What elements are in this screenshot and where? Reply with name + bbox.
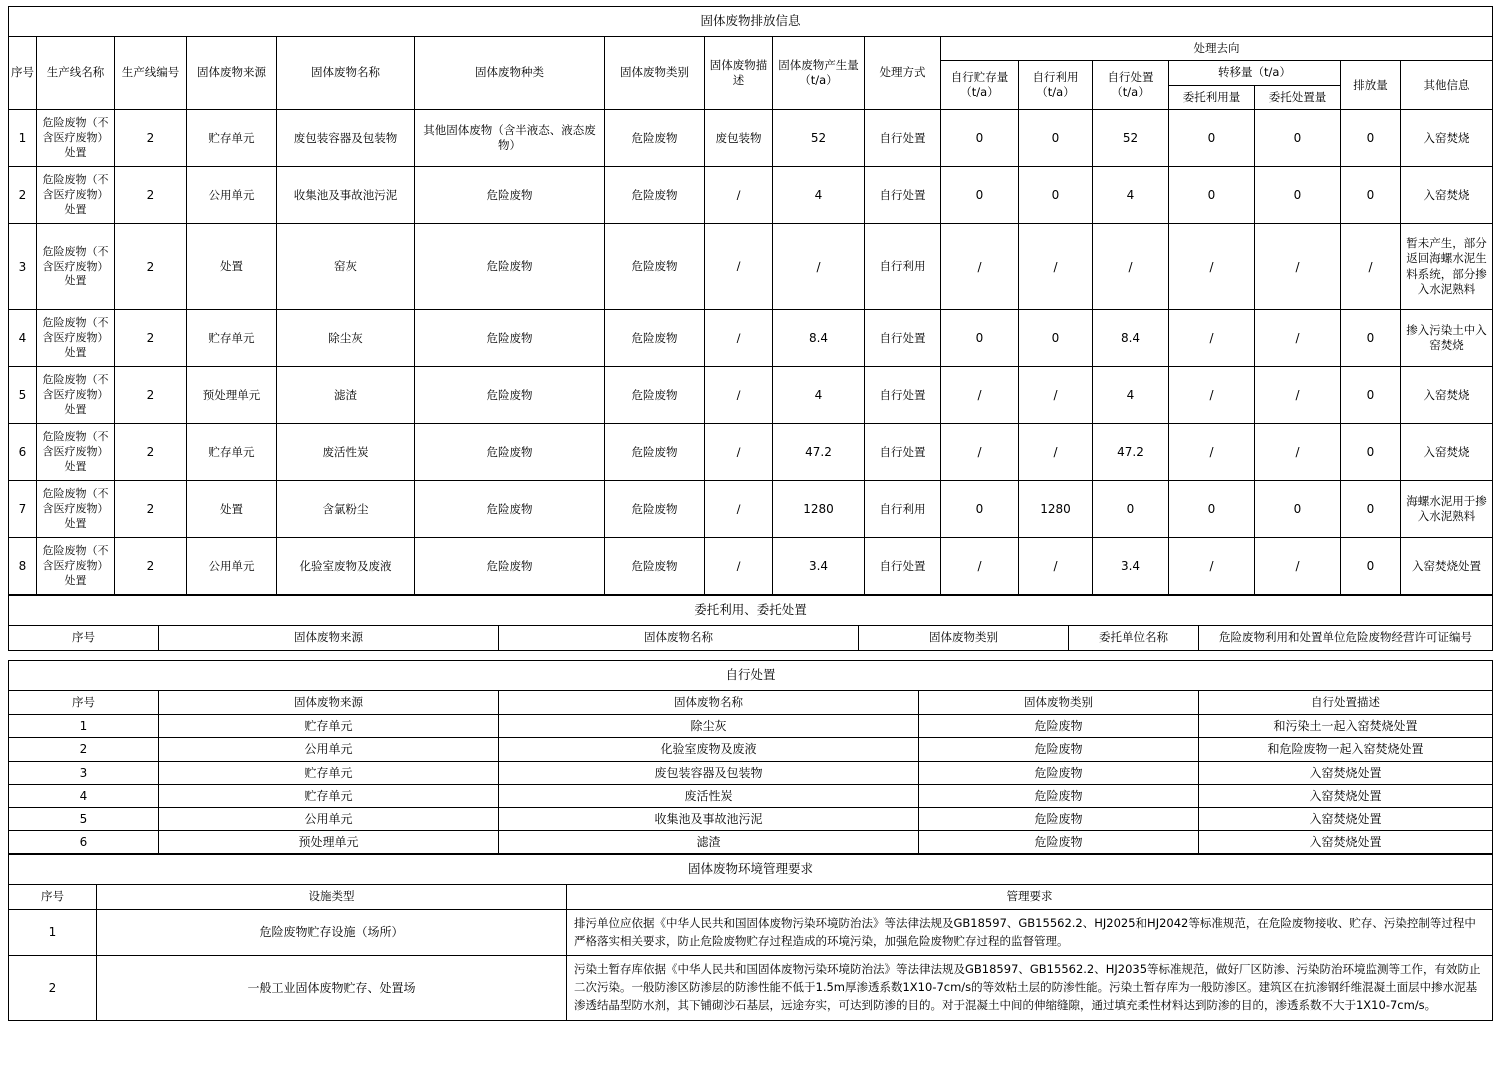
cell-name: 废活性炭 <box>499 784 919 807</box>
col-source: 固体废物来源 <box>159 690 499 715</box>
col-category: 固体废物种类 <box>415 36 605 110</box>
cell-self-dispose: 0 <box>1093 481 1169 538</box>
cell-emission: 0 <box>1341 167 1401 224</box>
cell-treatment: 自行处置 <box>865 110 941 167</box>
cell-line-no: 2 <box>115 167 187 224</box>
cell-self-use: / <box>1019 367 1093 424</box>
cell-self-dispose: / <box>1093 224 1169 310</box>
cell-index: 8 <box>9 538 37 595</box>
section-divider <box>8 651 1492 660</box>
cell-source: 贮存单元 <box>187 424 277 481</box>
cell-source: 公用单元 <box>187 167 277 224</box>
cell-name: 除尘灰 <box>499 715 919 738</box>
col-index: 序号 <box>9 690 159 715</box>
col-type: 固体废物类别 <box>919 690 1199 715</box>
cell-other: 入窑焚烧处置 <box>1401 538 1493 595</box>
cell-entrust-use: / <box>1169 310 1255 367</box>
col-source: 固体废物来源 <box>187 36 277 110</box>
col-name: 固体废物名称 <box>277 36 415 110</box>
cell-production: / <box>773 224 865 310</box>
col-destination-group: 处理去向 <box>941 36 1493 61</box>
col-self-storage: 自行贮存量（t/a） <box>941 61 1019 110</box>
cell-type: 危险废物 <box>919 715 1199 738</box>
cell-index: 6 <box>9 424 37 481</box>
col-index: 序号 <box>9 885 97 910</box>
cell-emission: 0 <box>1341 424 1401 481</box>
cell-line-name: 危险废物（不含医疗废物）处置 <box>37 424 115 481</box>
cell-self-storage: / <box>941 367 1019 424</box>
col-facility: 设施类型 <box>97 885 567 910</box>
cell-index: 6 <box>9 831 159 854</box>
cell-description: / <box>705 167 773 224</box>
cell-type: 危险废物 <box>919 761 1199 784</box>
cell-description: / <box>705 424 773 481</box>
section3-title: 自行处置 <box>9 660 1493 690</box>
cell-line-no: 2 <box>115 538 187 595</box>
cell-source: 贮存单元 <box>187 310 277 367</box>
cell-other: 入窑焚烧 <box>1401 110 1493 167</box>
cell-category: 其他固体废物（含半液态、液态废物） <box>415 110 605 167</box>
cell-self-storage: / <box>941 538 1019 595</box>
cell-source: 预处理单元 <box>159 831 499 854</box>
cell-self-storage: 0 <box>941 110 1019 167</box>
table-row <box>9 784 1493 807</box>
cell-index: 3 <box>9 761 159 784</box>
table-row <box>9 367 1493 424</box>
cell-index: 3 <box>9 224 37 310</box>
cell-self-use: 1280 <box>1019 481 1093 538</box>
cell-source: 公用单元 <box>159 807 499 830</box>
col-line-name: 生产线名称 <box>37 36 115 110</box>
cell-self-use: / <box>1019 424 1093 481</box>
cell-entrust-dispose: / <box>1255 224 1341 310</box>
cell-line-no: 2 <box>115 424 187 481</box>
cell-type: 危险废物 <box>919 784 1199 807</box>
cell-emission: 0 <box>1341 110 1401 167</box>
col-source: 固体废物来源 <box>159 626 499 651</box>
cell-production: 1280 <box>773 481 865 538</box>
cell-description: / <box>705 538 773 595</box>
cell-line-name: 危险废物（不含医疗废物）处置 <box>37 110 115 167</box>
header-row <box>9 626 1493 651</box>
cell-emission: / <box>1341 224 1401 310</box>
table-row <box>9 481 1493 538</box>
table-row <box>9 424 1493 481</box>
cell-other: 海螺水泥用于掺入水泥熟料 <box>1401 481 1493 538</box>
cell-treatment: 自行利用 <box>865 224 941 310</box>
col-entrust-use: 委托利用量 <box>1169 85 1255 110</box>
cell-source: 公用单元 <box>187 538 277 595</box>
cell-emission: 0 <box>1341 481 1401 538</box>
cell-production: 4 <box>773 367 865 424</box>
cell-line-no: 2 <box>115 367 187 424</box>
cell-category: 危险废物 <box>415 538 605 595</box>
cell-source: 处置 <box>187 224 277 310</box>
cell-name: 除尘灰 <box>277 310 415 367</box>
cell-source: 处置 <box>187 481 277 538</box>
cell-description: / <box>705 224 773 310</box>
cell-index: 5 <box>9 367 37 424</box>
col-unit: 委托单位名称 <box>1069 626 1199 651</box>
cell-self-dispose: 8.4 <box>1093 310 1169 367</box>
cell-type: 危险废物 <box>605 367 705 424</box>
cell-entrust-use: / <box>1169 224 1255 310</box>
cell-production: 4 <box>773 167 865 224</box>
cell-type: 危险废物 <box>605 481 705 538</box>
col-name: 固体废物名称 <box>499 626 859 651</box>
cell-desc: 和危险废物一起入窑焚烧处置 <box>1199 738 1493 761</box>
cell-self-storage: 0 <box>941 481 1019 538</box>
table-row <box>9 167 1493 224</box>
section-title-row <box>9 596 1493 626</box>
cell-type: 危险废物 <box>605 310 705 367</box>
cell-line-name: 危险废物（不含医疗废物）处置 <box>37 224 115 310</box>
cell-entrust-use: / <box>1169 424 1255 481</box>
cell-self-dispose: 3.4 <box>1093 538 1169 595</box>
col-production: 固体废物产生量（t/a） <box>773 36 865 110</box>
col-type: 固体废物类别 <box>859 626 1069 651</box>
cell-line-no: 2 <box>115 110 187 167</box>
col-requirement: 管理要求 <box>567 885 1493 910</box>
cell-entrust-dispose: / <box>1255 367 1341 424</box>
cell-name: 窑灰 <box>277 224 415 310</box>
cell-description: / <box>705 481 773 538</box>
cell-entrust-dispose: / <box>1255 538 1341 595</box>
cell-entrust-use: / <box>1169 367 1255 424</box>
table-row <box>9 110 1493 167</box>
cell-desc: 入窑焚烧处置 <box>1199 784 1493 807</box>
cell-type: 危险废物 <box>605 224 705 310</box>
cell-self-use: / <box>1019 538 1093 595</box>
cell-other: 入窑焚烧 <box>1401 367 1493 424</box>
solid-waste-emission-table <box>8 6 1493 595</box>
cell-line-no: 2 <box>115 224 187 310</box>
cell-other: 暂未产生，部分返回海螺水泥生料系统，部分掺入水泥熟料 <box>1401 224 1493 310</box>
header-row <box>9 885 1493 910</box>
environment-management-requirements-table <box>8 854 1493 1020</box>
cell-production: 52 <box>773 110 865 167</box>
section1-title: 固体废物排放信息 <box>9 7 1493 37</box>
cell-line-name: 危险废物（不含医疗废物）处置 <box>37 367 115 424</box>
cell-self-use: / <box>1019 224 1093 310</box>
cell-name: 化验室废物及废液 <box>277 538 415 595</box>
table-row <box>9 807 1493 830</box>
cell-requirement: 排污单位应依据《中华人民共和国固体废物污染环境防治法》等法律法规及GB18597、GB15562.2、HJ2025和HJ2042等标准规范，在危险废物接收、贮存、污染控制等过程中严格落实相关要求，防止危险废物贮存过程造成的环境污染，加强危险废物贮存过程的监督管理。 <box>567 909 1493 956</box>
cell-name: 收集池及事故池污泥 <box>499 807 919 830</box>
cell-line-name: 危险废物（不含医疗废物）处置 <box>37 310 115 367</box>
cell-desc: 入窑焚烧处置 <box>1199 761 1493 784</box>
cell-emission: 0 <box>1341 367 1401 424</box>
table-row <box>9 310 1493 367</box>
cell-self-storage: 0 <box>941 167 1019 224</box>
cell-facility: 危险废物贮存设施（场所） <box>97 909 567 956</box>
cell-category: 危险废物 <box>415 167 605 224</box>
cell-category: 危险废物 <box>415 310 605 367</box>
cell-index: 7 <box>9 481 37 538</box>
cell-index: 4 <box>9 310 37 367</box>
table-row <box>9 761 1493 784</box>
col-name: 固体废物名称 <box>499 690 919 715</box>
cell-other: 入窑焚烧 <box>1401 167 1493 224</box>
cell-facility: 一般工业固体废物贮存、处置场 <box>97 956 567 1020</box>
cell-self-storage: / <box>941 424 1019 481</box>
col-description: 固体废物描述 <box>705 36 773 110</box>
cell-source: 预处理单元 <box>187 367 277 424</box>
cell-line-name: 危险废物（不含医疗废物）处置 <box>37 538 115 595</box>
cell-type: 危险废物 <box>605 110 705 167</box>
cell-self-dispose: 4 <box>1093 167 1169 224</box>
cell-line-no: 2 <box>115 310 187 367</box>
cell-self-dispose: 4 <box>1093 367 1169 424</box>
cell-name: 含氯粉尘 <box>277 481 415 538</box>
cell-self-use: 0 <box>1019 310 1093 367</box>
table-row <box>9 224 1493 310</box>
section-title-row <box>9 7 1493 37</box>
cell-source: 贮存单元 <box>187 110 277 167</box>
cell-name: 滤渣 <box>277 367 415 424</box>
section-title-row <box>9 855 1493 885</box>
cell-index: 2 <box>9 167 37 224</box>
cell-desc: 入窑焚烧处置 <box>1199 831 1493 854</box>
cell-source: 贮存单元 <box>159 761 499 784</box>
cell-name: 废包装容器及包装物 <box>277 110 415 167</box>
cell-index: 1 <box>9 909 97 956</box>
cell-entrust-dispose: 0 <box>1255 110 1341 167</box>
cell-desc: 入窑焚烧处置 <box>1199 807 1493 830</box>
cell-entrust-dispose: 0 <box>1255 481 1341 538</box>
cell-emission: 0 <box>1341 310 1401 367</box>
cell-type: 危险废物 <box>919 738 1199 761</box>
col-self-dispose: 自行处置（t/a） <box>1093 61 1169 110</box>
cell-description: 废包装物 <box>705 110 773 167</box>
col-self-use: 自行利用（t/a） <box>1019 61 1093 110</box>
cell-category: 危险废物 <box>415 481 605 538</box>
cell-entrust-dispose: / <box>1255 310 1341 367</box>
table-row <box>9 956 1493 1020</box>
cell-category: 危险废物 <box>415 424 605 481</box>
cell-index: 1 <box>9 715 159 738</box>
cell-line-name: 危险废物（不含医疗废物）处置 <box>37 167 115 224</box>
cell-index: 2 <box>9 956 97 1020</box>
cell-source: 公用单元 <box>159 738 499 761</box>
cell-index: 2 <box>9 738 159 761</box>
self-dispose-table <box>8 660 1493 855</box>
cell-requirement: 污染土暂存库依据《中华人民共和国固体废物污染环境防治法》等法律法规及GB18597、GB15562.2、HJ2035等标准规范，做好厂区防渗、污染防治环境监测等工作，有效防止二次污染。一般防渗区防渗层的防渗性能不低于1.5m厚渗透系数1X10-7cm/s的等效粘土层的防渗性能。污染土暂存库为一般防渗区。建筑区在抗渗钢纤维混凝土面层中掺水泥基渗透结晶型防水剂，其下铺砌沙石基层，远途夯实，可达到防渗的目的。对于混凝土中间的伸缩缝隙，通过填充柔性材料达到防渗的目的，渗透系数不大于1X10-7cm/s。 <box>567 956 1493 1020</box>
cell-category: 危险废物 <box>415 367 605 424</box>
cell-type: 危险废物 <box>919 807 1199 830</box>
cell-treatment: 自行处置 <box>865 310 941 367</box>
cell-treatment: 自行处置 <box>865 167 941 224</box>
cell-name: 废活性炭 <box>277 424 415 481</box>
cell-self-storage: / <box>941 224 1019 310</box>
cell-source: 贮存单元 <box>159 784 499 807</box>
col-other: 其他信息 <box>1401 61 1493 110</box>
cell-desc: 和污染土一起入窑焚烧处置 <box>1199 715 1493 738</box>
col-license: 危险废物利用和处置单位危险废物经营许可证编号 <box>1199 626 1493 651</box>
col-line-no: 生产线编号 <box>115 36 187 110</box>
cell-category: 危险废物 <box>415 224 605 310</box>
cell-name: 滤渣 <box>499 831 919 854</box>
col-index: 序号 <box>9 626 159 651</box>
entrusted-use-dispose-table <box>8 595 1493 650</box>
col-type: 固体废物类别 <box>605 36 705 110</box>
cell-other: 入窑焚烧 <box>1401 424 1493 481</box>
cell-production: 3.4 <box>773 538 865 595</box>
table-row <box>9 715 1493 738</box>
cell-index: 1 <box>9 110 37 167</box>
cell-production: 47.2 <box>773 424 865 481</box>
cell-production: 8.4 <box>773 310 865 367</box>
cell-entrust-dispose: 0 <box>1255 167 1341 224</box>
cell-description: / <box>705 310 773 367</box>
cell-description: / <box>705 367 773 424</box>
cell-entrust-use: 0 <box>1169 167 1255 224</box>
cell-type: 危险废物 <box>919 831 1199 854</box>
header-row <box>9 690 1493 715</box>
col-transfer-group: 转移量（t/a） <box>1169 61 1341 86</box>
cell-type: 危险废物 <box>605 538 705 595</box>
cell-self-use: 0 <box>1019 167 1093 224</box>
cell-index: 5 <box>9 807 159 830</box>
cell-name: 废包装容器及包装物 <box>499 761 919 784</box>
cell-self-use: 0 <box>1019 110 1093 167</box>
cell-type: 危险废物 <box>605 167 705 224</box>
col-desc: 自行处置描述 <box>1199 690 1493 715</box>
cell-self-dispose: 47.2 <box>1093 424 1169 481</box>
header-row-1 <box>9 36 1493 61</box>
section4-title: 固体废物环境管理要求 <box>9 855 1493 885</box>
table-row <box>9 831 1493 854</box>
section-title-row <box>9 660 1493 690</box>
cell-line-no: 2 <box>115 481 187 538</box>
cell-name: 收集池及事故池污泥 <box>277 167 415 224</box>
cell-entrust-dispose: / <box>1255 424 1341 481</box>
col-entrust-dispose: 委托处置量 <box>1255 85 1341 110</box>
cell-type: 危险废物 <box>605 424 705 481</box>
cell-treatment: 自行处置 <box>865 538 941 595</box>
cell-entrust-use: 0 <box>1169 481 1255 538</box>
table-row <box>9 538 1493 595</box>
cell-entrust-use: / <box>1169 538 1255 595</box>
cell-treatment: 自行处置 <box>865 424 941 481</box>
cell-other: 掺入污染土中入窑焚烧 <box>1401 310 1493 367</box>
col-treatment: 处理方式 <box>865 36 941 110</box>
cell-index: 4 <box>9 784 159 807</box>
cell-entrust-use: 0 <box>1169 110 1255 167</box>
table-row <box>9 738 1493 761</box>
cell-self-storage: 0 <box>941 310 1019 367</box>
cell-source: 贮存单元 <box>159 715 499 738</box>
cell-name: 化验室废物及废液 <box>499 738 919 761</box>
table-row <box>9 909 1493 956</box>
cell-emission: 0 <box>1341 538 1401 595</box>
cell-treatment: 自行处置 <box>865 367 941 424</box>
cell-line-name: 危险废物（不含医疗废物）处置 <box>37 481 115 538</box>
cell-self-dispose: 52 <box>1093 110 1169 167</box>
section2-title: 委托利用、委托处置 <box>9 596 1493 626</box>
col-index: 序号 <box>9 36 37 110</box>
cell-treatment: 自行利用 <box>865 481 941 538</box>
col-emission: 排放量 <box>1341 61 1401 110</box>
